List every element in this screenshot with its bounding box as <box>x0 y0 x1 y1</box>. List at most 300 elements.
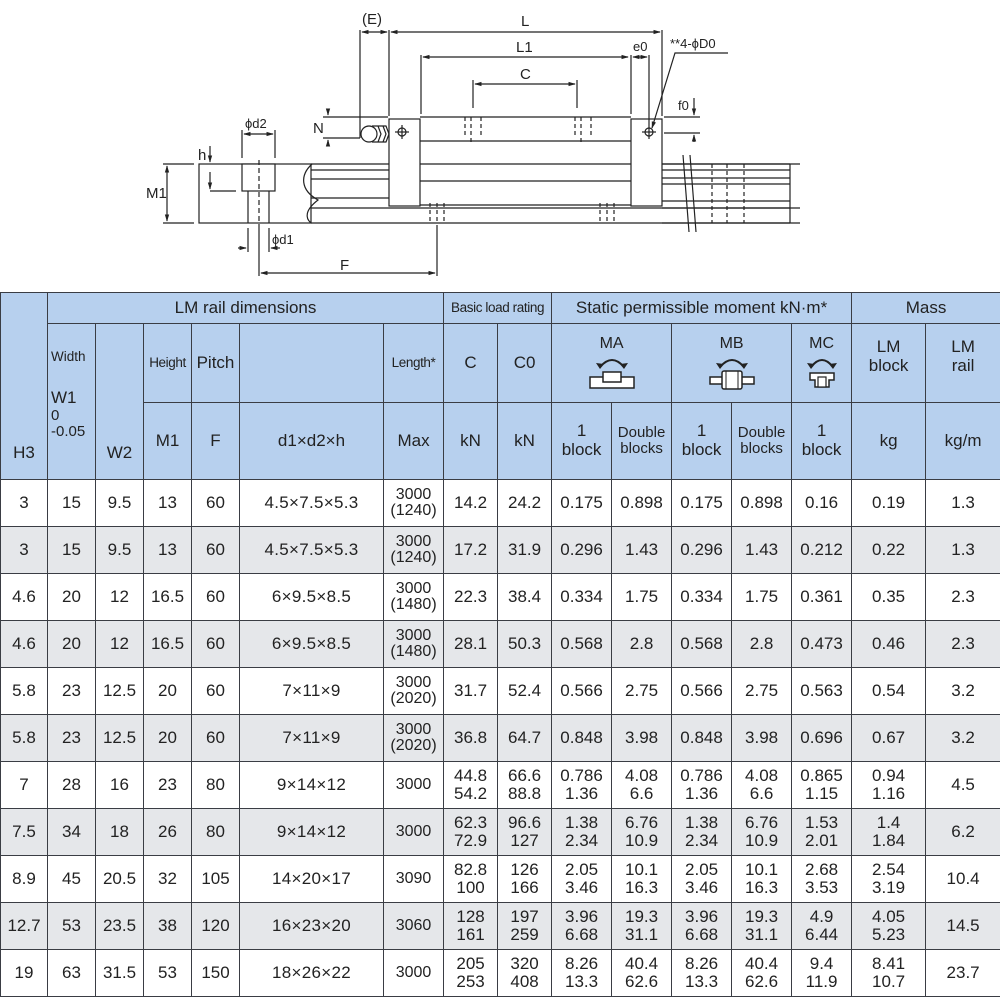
label-f0: f0 <box>678 98 689 113</box>
cell-dims <box>240 621 384 668</box>
cell-value: 26 <box>158 822 177 842</box>
cell-value: 20.5 <box>102 869 137 889</box>
cell-value-second: 10.9 <box>625 831 659 850</box>
cell-length <box>384 574 444 621</box>
cell-c <box>444 668 498 715</box>
cell-mass-block <box>852 480 926 527</box>
cell-mb-double <box>732 574 792 621</box>
cell-value: 1.38 <box>685 813 719 833</box>
cell-value: 20 <box>62 587 81 607</box>
cell-value: 10.1 <box>745 860 779 880</box>
cell-value: 50.3 <box>508 634 542 654</box>
cell-mass-block <box>852 668 926 715</box>
cell-length <box>384 715 444 762</box>
cell-value: 12 <box>110 634 129 654</box>
cell-value: 23 <box>62 681 81 701</box>
cell-f <box>192 527 240 574</box>
cell-value-second: (1240) <box>390 549 437 566</box>
cell-c <box>444 903 498 950</box>
cell-value: 28.1 <box>454 634 488 654</box>
cell-value-second: 1.36 <box>565 784 599 803</box>
cell-mc-1block <box>792 480 852 527</box>
cell-value-second: 6.68 <box>565 925 599 944</box>
cell-value-second: 31.1 <box>745 925 779 944</box>
cell-mb-1block <box>672 668 732 715</box>
group-static-moment: Static permissible moment kN·m* <box>552 293 852 324</box>
cell-mass-block <box>852 950 926 997</box>
cell-m1 <box>144 950 192 997</box>
cell-value: 12.5 <box>102 681 137 701</box>
cell-value: 9×14×12 <box>276 822 347 842</box>
cell-mb-double <box>732 480 792 527</box>
cell-h3 <box>1 715 48 762</box>
cell-value-second: 31.1 <box>625 925 659 944</box>
cell-value-second: 2.34 <box>685 831 719 850</box>
cell-c <box>444 621 498 668</box>
cell-value: 0.566 <box>560 681 603 701</box>
cell-value-second: 6.44 <box>805 925 839 944</box>
cell-value: 0.35 <box>872 587 906 607</box>
cell-value-second: 54.2 <box>454 784 488 803</box>
cell-h3 <box>1 527 48 574</box>
cell-value: 10.1 <box>625 860 659 880</box>
cell-value: 0.568 <box>560 634 603 654</box>
cell-mc-1block <box>792 715 852 762</box>
cell-value: 7 <box>19 775 29 795</box>
cell-value: 1.43 <box>625 540 659 560</box>
cell-mc-1block <box>792 856 852 903</box>
cell-value-second: 2.01 <box>805 831 839 850</box>
cell-value: 28 <box>62 775 81 795</box>
cell-ma-double <box>612 668 672 715</box>
col-dims: d1×d2×h <box>240 403 384 480</box>
cell-w1 <box>48 668 96 715</box>
cell-value: 4.5 <box>951 775 975 795</box>
cell-value: 15 <box>62 493 81 513</box>
cell-m1 <box>144 668 192 715</box>
cell-ma-double <box>612 480 672 527</box>
cell-value: 60 <box>206 681 225 701</box>
cell-value: 1.43 <box>745 540 779 560</box>
cell-value: 20 <box>158 681 177 701</box>
cell-value: 197 <box>510 907 539 927</box>
cell-mb-double <box>732 809 792 856</box>
cell-value: 320 <box>510 954 539 974</box>
cell-mc-1block <box>792 903 852 950</box>
label-m1: M1 <box>146 185 167 202</box>
cell-h3 <box>1 762 48 809</box>
cell-mass-rail <box>926 715 1000 762</box>
cell-value: 0.296 <box>560 540 603 560</box>
cell-c <box>444 527 498 574</box>
cell-value: 19.3 <box>625 907 659 927</box>
cell-w1 <box>48 574 96 621</box>
cell-value-second: 3.19 <box>872 878 906 897</box>
table-row <box>1 715 1000 762</box>
cell-value: 82.8 <box>454 860 488 880</box>
cell-value: 0.848 <box>680 728 723 748</box>
cell-ma-double <box>612 715 672 762</box>
cell-value: 18 <box>110 822 129 842</box>
cell-ma-double <box>612 950 672 997</box>
lm-guide-dimension-drawing <box>0 0 1000 292</box>
cell-value: 2.8 <box>629 634 654 654</box>
table-row <box>1 856 1000 903</box>
cell-value: 60 <box>206 728 225 748</box>
cell-length <box>384 950 444 997</box>
cell-value: 4.08 <box>625 766 659 786</box>
col-pitch-label: Pitch <box>192 324 240 403</box>
cell-value: 12 <box>110 587 129 607</box>
col-mc: MC <box>792 324 852 403</box>
cell-m1 <box>144 809 192 856</box>
cell-m1 <box>144 480 192 527</box>
cell-value: 3000 <box>395 776 432 793</box>
cell-value: 36.8 <box>454 728 488 748</box>
cell-value: 22.3 <box>454 587 488 607</box>
cell-mass-block <box>852 856 926 903</box>
cell-c <box>444 480 498 527</box>
label-d2: ϕd2 <box>245 116 267 131</box>
cell-h3 <box>1 574 48 621</box>
group-mass: Mass <box>852 293 1000 324</box>
cell-w2 <box>96 621 144 668</box>
cell-c0 <box>498 903 552 950</box>
group-basic-load-rating: Basic load rating <box>444 293 552 324</box>
cell-c <box>444 762 498 809</box>
cell-value: 31.7 <box>454 681 488 701</box>
cell-f <box>192 856 240 903</box>
cell-value: 3090 <box>395 870 432 887</box>
table-row <box>1 574 1000 621</box>
cell-value: 4.6 <box>12 587 36 607</box>
cell-value: 7×11×9 <box>282 728 341 748</box>
cell-mass-rail <box>926 809 1000 856</box>
cell-c <box>444 809 498 856</box>
cell-m1 <box>144 762 192 809</box>
cell-value: 4.05 <box>872 907 906 927</box>
lm-guide-spec-table <box>0 292 1000 997</box>
cell-value: 7×11×9 <box>282 681 341 701</box>
cell-value: 80 <box>206 775 225 795</box>
cell-value: 2.54 <box>872 860 906 880</box>
cell-value: 44.8 <box>454 766 488 786</box>
cell-value: 3000 <box>395 674 432 691</box>
cell-value: 5.8 <box>12 681 36 701</box>
cell-dims <box>240 809 384 856</box>
cell-c <box>444 574 498 621</box>
cell-f <box>192 762 240 809</box>
cell-value: 45 <box>62 869 81 889</box>
cell-value: 8.41 <box>872 954 906 974</box>
cell-value: 31.5 <box>102 963 137 983</box>
cell-value: 23 <box>62 728 81 748</box>
cell-value: 0.334 <box>680 587 723 607</box>
cell-value: 1.3 <box>951 540 975 560</box>
label-h: h <box>198 147 207 164</box>
cell-value: 128 <box>456 907 485 927</box>
cell-length <box>384 668 444 715</box>
cell-value: 6.2 <box>951 822 975 842</box>
cell-value: 40.4 <box>625 954 659 974</box>
cell-value-second: 6.68 <box>685 925 719 944</box>
cell-mass-rail <box>926 856 1000 903</box>
cell-value: 150 <box>201 963 230 983</box>
col-mass-rail-unit: kg/m <box>926 403 1000 480</box>
cell-value: 3000 <box>395 580 432 597</box>
cell-mass-block <box>852 527 926 574</box>
cell-value: 40.4 <box>745 954 779 974</box>
cell-value: 12.7 <box>7 916 41 936</box>
cell-value: 2.05 <box>565 860 599 880</box>
cell-value: 3 <box>19 493 29 513</box>
cell-value: 9.5 <box>107 493 132 513</box>
cell-dims <box>240 903 384 950</box>
cell-value: 3 <box>19 540 29 560</box>
cell-mc-1block <box>792 809 852 856</box>
table-row <box>1 809 1000 856</box>
cell-value-second: 16.3 <box>625 878 659 897</box>
cell-value: 0.46 <box>872 634 906 654</box>
cell-value: 19.3 <box>745 907 779 927</box>
cell-ma-1block <box>552 903 612 950</box>
cell-mass-rail <box>926 950 1000 997</box>
cell-mc-1block <box>792 621 852 668</box>
cell-f <box>192 950 240 997</box>
cell-value: 4.08 <box>745 766 779 786</box>
cell-c0 <box>498 621 552 668</box>
cell-w1 <box>48 715 96 762</box>
cell-value: 23.5 <box>102 916 137 936</box>
cell-value: 14.5 <box>946 916 980 936</box>
col-mass-block-unit: kg <box>852 403 926 480</box>
cell-value: 14×20×17 <box>272 869 351 889</box>
cell-value-second: 72.9 <box>454 831 488 850</box>
label-f: F <box>340 257 350 274</box>
cell-w1 <box>48 809 96 856</box>
cell-w2 <box>96 950 144 997</box>
cell-value: 0.898 <box>740 493 783 513</box>
col-f: F <box>192 403 240 480</box>
cell-dims <box>240 856 384 903</box>
cell-value-second: 127 <box>510 831 539 850</box>
cell-value-second: 2.34 <box>565 831 599 850</box>
cell-value: 16.5 <box>150 634 185 654</box>
cell-mb-1block <box>672 950 732 997</box>
cell-value: 1.53 <box>805 813 839 833</box>
cell-mb-1block <box>672 903 732 950</box>
col-mc-1block: 1 block <box>792 403 852 480</box>
cell-ma-1block <box>552 621 612 668</box>
col-c: C <box>444 324 498 403</box>
cell-dims <box>240 668 384 715</box>
cell-value: 6.76 <box>625 813 659 833</box>
cell-value-second: 1.15 <box>805 784 839 803</box>
label-e0: e0 <box>633 39 648 54</box>
cell-value: 13 <box>158 493 177 513</box>
cell-h3 <box>1 809 48 856</box>
label-l: L <box>521 13 530 30</box>
cell-value-second: 6.6 <box>629 784 654 803</box>
cell-value-second: (2020) <box>390 737 437 754</box>
cell-c0 <box>498 715 552 762</box>
cell-mass-rail <box>926 527 1000 574</box>
cell-value-second: (2020) <box>390 690 437 707</box>
cell-value: 0.848 <box>560 728 603 748</box>
cell-mb-1block <box>672 527 732 574</box>
cell-w1 <box>48 621 96 668</box>
cell-value: 0.22 <box>872 540 906 560</box>
cell-m1 <box>144 715 192 762</box>
cell-value: 4.6 <box>12 634 36 654</box>
cell-value-second: 259 <box>510 925 539 944</box>
cell-length <box>384 856 444 903</box>
cell-value: 4.9 <box>809 907 834 927</box>
table-row <box>1 480 1000 527</box>
cell-w2 <box>96 527 144 574</box>
cell-value: 10.4 <box>946 869 980 889</box>
cell-value-second: 6.6 <box>749 784 774 803</box>
cell-value: 38.4 <box>508 587 542 607</box>
cell-value-second: 253 <box>456 972 485 991</box>
cell-value: 8.9 <box>12 869 36 889</box>
table-row <box>1 950 1000 997</box>
cell-value: 19 <box>14 963 34 983</box>
cell-value: 1.4 <box>876 813 901 833</box>
cell-dims <box>240 527 384 574</box>
cell-w2 <box>96 856 144 903</box>
cell-value-second: 1.36 <box>685 784 719 803</box>
cell-ma-1block <box>552 527 612 574</box>
col-ma-double: Double blocks <box>612 403 672 480</box>
col-ma-1block: 1 block <box>552 403 612 480</box>
cell-mb-double <box>732 856 792 903</box>
cell-value: 80 <box>206 822 225 842</box>
cell-mb-double <box>732 527 792 574</box>
cell-value: 16.5 <box>150 587 185 607</box>
col-height-label: Height <box>144 324 192 403</box>
cell-m1 <box>144 574 192 621</box>
cell-value: 0.865 <box>800 766 843 786</box>
col-mb-double: Double blocks <box>732 403 792 480</box>
cell-value: 4.5×7.5×5.3 <box>264 540 359 560</box>
cell-value: 1.75 <box>745 587 779 607</box>
cell-length <box>384 762 444 809</box>
cell-f <box>192 809 240 856</box>
cell-value: 6×9.5×8.5 <box>271 587 352 607</box>
cell-value: 3.98 <box>625 728 659 748</box>
cell-ma-double <box>612 903 672 950</box>
table-row <box>1 903 1000 950</box>
cell-c <box>444 950 498 997</box>
cell-mass-rail <box>926 762 1000 809</box>
cell-value: 3000 <box>395 721 432 738</box>
cell-mb-double <box>732 621 792 668</box>
col-h3: H3 <box>1 293 48 480</box>
cell-dims <box>240 715 384 762</box>
cell-value: 2.75 <box>625 681 659 701</box>
cell-ma-double <box>612 809 672 856</box>
cell-value: 126 <box>510 860 539 880</box>
cell-value-second: 161 <box>456 925 485 944</box>
cell-value-second: 3.46 <box>565 878 599 897</box>
cell-value: 0.16 <box>805 493 839 513</box>
cell-value: 31.9 <box>508 540 542 560</box>
cell-value: 53 <box>158 963 177 983</box>
cell-c0 <box>498 574 552 621</box>
cell-length <box>384 480 444 527</box>
cell-c0 <box>498 950 552 997</box>
cell-value-second: 5.23 <box>872 925 906 944</box>
cell-value: 0.212 <box>800 540 843 560</box>
cell-mass-rail <box>926 621 1000 668</box>
label-n: N <box>313 120 324 137</box>
cell-value: 17.2 <box>454 540 488 560</box>
cell-w1 <box>48 903 96 950</box>
cell-value: 0.67 <box>872 728 906 748</box>
cell-mass-rail <box>926 574 1000 621</box>
col-mb: MB <box>672 324 792 403</box>
cell-c0 <box>498 762 552 809</box>
cell-value: 60 <box>206 587 225 607</box>
cell-value: 18×26×22 <box>272 963 351 983</box>
col-m1: M1 <box>144 403 192 480</box>
cell-ma-double <box>612 856 672 903</box>
cell-value-second: 13.3 <box>565 972 599 991</box>
table-row <box>1 762 1000 809</box>
cell-value: 8.26 <box>565 954 599 974</box>
label-d0: **4-ϕD0 <box>670 36 716 51</box>
cell-value: 0.786 <box>560 766 603 786</box>
cell-dims <box>240 950 384 997</box>
cell-value-second: 3.53 <box>805 878 839 897</box>
cell-c <box>444 715 498 762</box>
cell-value: 8.26 <box>685 954 719 974</box>
col-mb-1block: 1 block <box>672 403 732 480</box>
cell-value: 2.3 <box>951 634 975 654</box>
col-c-unit: kN <box>444 403 498 480</box>
cell-value: 0.473 <box>800 634 843 654</box>
cell-value: 32 <box>158 869 177 889</box>
cell-mb-double <box>732 950 792 997</box>
cell-value: 0.296 <box>680 540 723 560</box>
cell-mass-rail <box>926 480 1000 527</box>
cell-mb-1block <box>672 574 732 621</box>
cell-h3 <box>1 480 48 527</box>
col-mass-block-label: LM block <box>852 324 926 403</box>
cell-w2 <box>96 762 144 809</box>
cell-c0 <box>498 527 552 574</box>
cell-value: 2.75 <box>745 681 779 701</box>
cell-ma-1block <box>552 668 612 715</box>
cell-ma-1block <box>552 574 612 621</box>
cell-value-second: 13.3 <box>685 972 719 991</box>
cell-ma-double <box>612 527 672 574</box>
cell-mb-1block <box>672 856 732 903</box>
cell-ma-1block <box>552 856 612 903</box>
label-l1: L1 <box>516 39 533 56</box>
cell-value: 24.2 <box>508 493 542 513</box>
cell-value: 9.5 <box>107 540 132 560</box>
label-c: C <box>520 66 531 83</box>
cell-value: 0.696 <box>800 728 843 748</box>
cell-value: 62.3 <box>454 813 488 833</box>
cell-w2 <box>96 903 144 950</box>
moment-ma-icon <box>584 353 640 391</box>
cell-c0 <box>498 856 552 903</box>
cell-f <box>192 574 240 621</box>
cell-value: 6.76 <box>745 813 779 833</box>
